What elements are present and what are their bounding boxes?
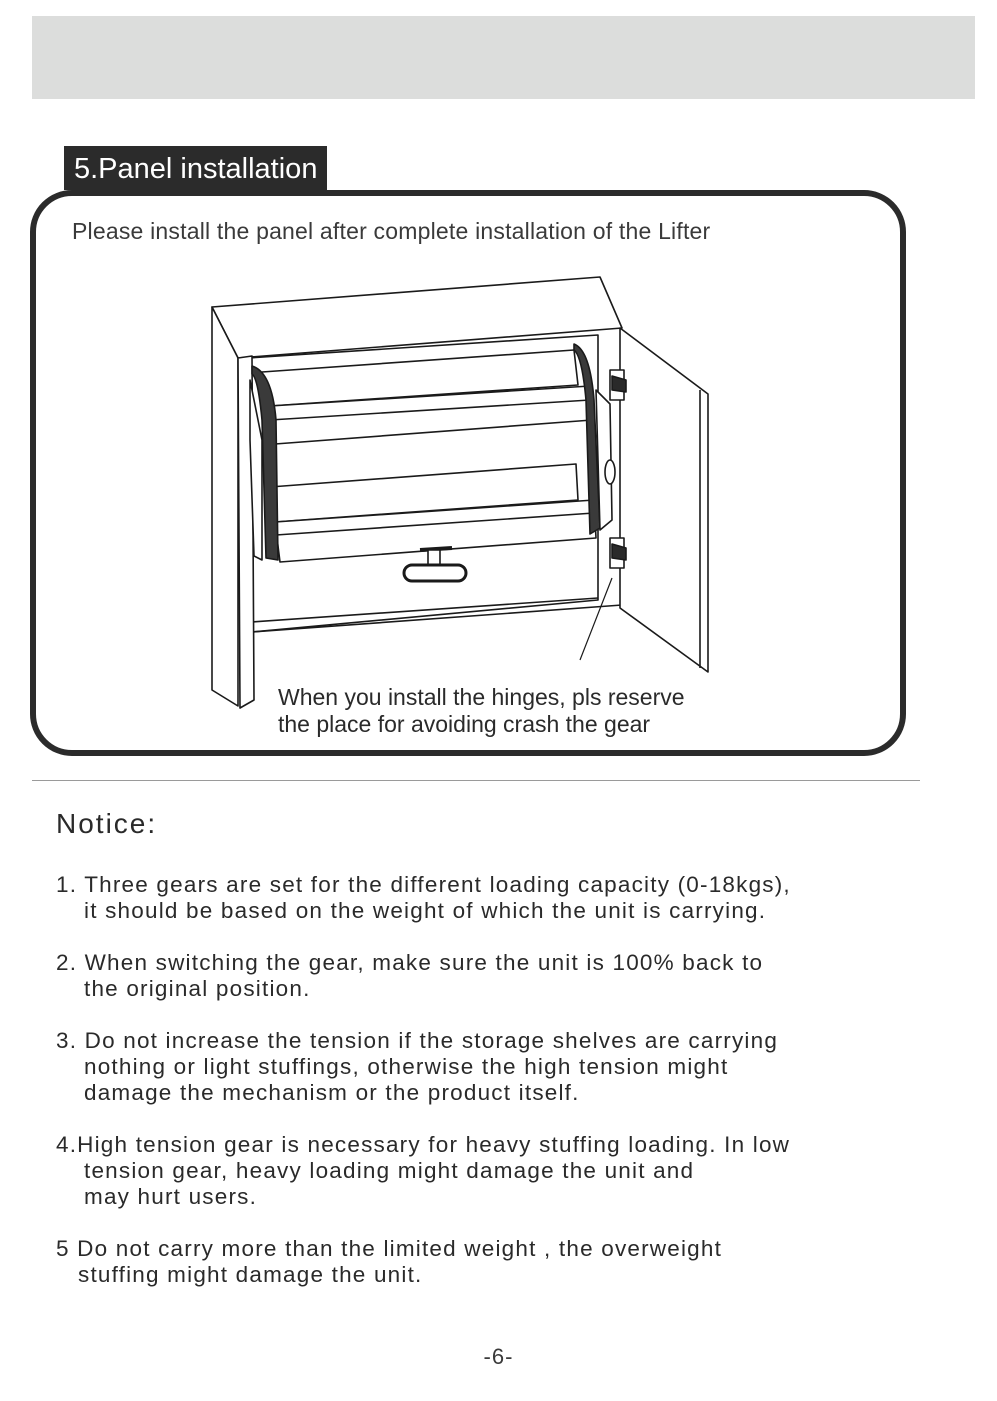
notice-line: tension gear, heavy loading might damage the unit and <box>84 1158 695 1183</box>
upper-hinge <box>610 370 626 400</box>
cabinet-top <box>212 277 622 358</box>
notice-line: 5 Do not carry more than the limited weight , the overweight <box>56 1236 723 1261</box>
hinge-callout <box>278 684 685 738</box>
notice-item <box>56 950 936 1002</box>
notice-line: 2. When switching the gear, make sure the unit is 100% back to <box>56 950 764 975</box>
header-band <box>32 16 975 99</box>
notice-line: it should be based on the weight of which the unit is carrying. <box>84 898 767 923</box>
cabinet-left-side <box>212 307 238 706</box>
section-divider <box>32 780 920 781</box>
notice-line: 3. Do not increase the tension if the storage shelves are carrying <box>56 1028 779 1053</box>
cabinet-lifter-illustration <box>200 270 720 720</box>
notice-item <box>56 1132 936 1210</box>
notice-line: stuffing might damage the unit. <box>78 1262 423 1287</box>
callout-leader-line <box>580 578 612 660</box>
notice-heading: Notice: <box>56 808 158 839</box>
callout-line: When you install the hinges, pls reserve <box>278 684 685 710</box>
right-door <box>620 328 708 672</box>
notice-list <box>56 872 936 1314</box>
notice-line: the original position. <box>84 976 311 1001</box>
notice-line: 4.High tension gear is necessary for heavy stuffing loading. In low <box>56 1132 791 1157</box>
notice-line: nothing or light stuffings, otherwise the high tension might <box>84 1054 729 1079</box>
page-number: -6- <box>483 1344 514 1369</box>
notice-line: may hurt users. <box>84 1184 258 1209</box>
notice-item <box>56 1028 936 1106</box>
notice-line: 1. Three gears are set for the different loading capacity (0-18kgs), <box>56 872 791 897</box>
callout-line: the place for avoiding crash the gear <box>278 711 651 737</box>
lower-hinge <box>610 538 626 568</box>
notice-item <box>56 872 936 924</box>
gear-handle <box>404 548 466 581</box>
notice-line: damage the mechanism or the product itself. <box>84 1080 580 1105</box>
notice-item <box>56 1236 936 1288</box>
section-title: 5.Panel installation <box>64 146 327 190</box>
intro-text: Please install the panel after complete installation of the Lifter <box>72 218 711 244</box>
